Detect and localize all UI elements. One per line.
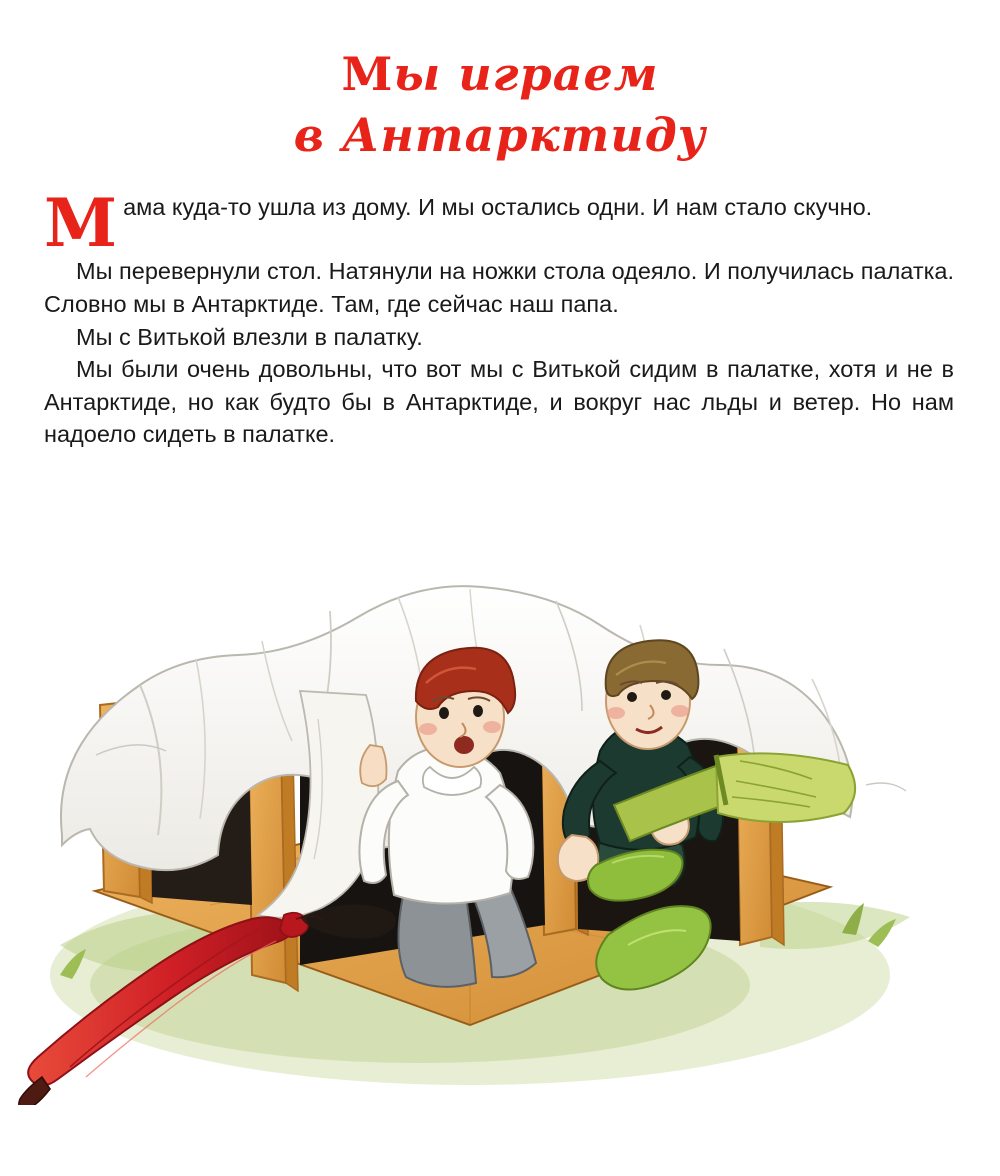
body-text <box>44 184 954 450</box>
paragraph-1 <box>44 184 954 263</box>
page-title <box>0 0 1000 165</box>
paragraph-3: Мы с Витькой влезли в палатку. <box>76 323 423 350</box>
title-line-2 <box>0 105 1000 166</box>
paragraph-2: Мы перевернули стол. Натянули на ножки стола одеяло. И получилась палатка. Словно мы в Антарктиде. Там, где сейчас наш папа. <box>44 258 954 317</box>
paragraph-4: Мы были очень довольны, что вот мы с Витькой сидим в палатке, хотя и не в Антарктиде, но как будто бы в Антарктиде, и вокруг нас льды и ветер. Но нам надоело сидеть в палатке. <box>44 356 954 448</box>
drop-cap: М <box>44 184 118 263</box>
illustration <box>0 505 1000 1105</box>
paragraph-1-text: ама куда-то ушла из дому. И мы остались одни. И нам стало скучно. <box>123 194 873 221</box>
title-text-2: в Антарктиду <box>293 107 707 162</box>
title-initial: М <box>341 47 394 101</box>
title-line-1 <box>0 44 1000 105</box>
title-text-1: ы играем <box>393 47 659 101</box>
